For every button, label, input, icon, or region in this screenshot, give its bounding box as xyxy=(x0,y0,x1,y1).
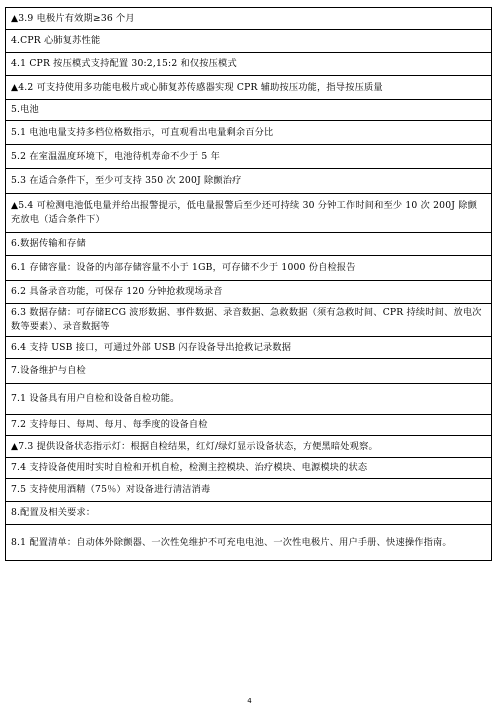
table-row xyxy=(6,30,492,53)
spec-cell: 7.2 支持每日、每周、每月、每季度的设备自检 xyxy=(6,415,492,436)
section-heading: 7.设备维护与自检 xyxy=(6,359,492,384)
table-row xyxy=(6,359,492,384)
table-row xyxy=(6,76,492,100)
table-row xyxy=(6,100,492,121)
table-row xyxy=(6,121,492,145)
table-row xyxy=(6,479,492,502)
table-row xyxy=(6,525,492,561)
table-row xyxy=(6,8,492,30)
spec-cell: 6.1 存储容量：设备的内部存储容量不小于 1GB，可存储不少于 1000 份自检报告 xyxy=(6,256,492,281)
page-number: 4 xyxy=(247,697,252,705)
section-heading: 5.电池 xyxy=(6,100,492,121)
table-row xyxy=(6,415,492,436)
spec-cell: ▲3.9 电极片有效期≥36 个月 xyxy=(6,8,492,30)
table-row xyxy=(6,194,492,233)
section-heading: 4.CPR 心肺复苏性能 xyxy=(6,30,492,53)
spec-cell: 7.1 设备具有用户自检和设备自检功能。 xyxy=(6,384,492,415)
spec-cell: 6.2 具备录音功能，可保存 120 分钟抢救现场录音 xyxy=(6,281,492,304)
table-row xyxy=(6,337,492,359)
spec-cell: 8.1 配置清单：自动体外除颤器、一次性免维护不可充电电池、一次性电极片、用户手册、快速操作指南。 xyxy=(6,525,492,561)
table-row xyxy=(6,169,492,194)
spec-cell: 6.3 数据存储：可存储ECG 波形数据、事件数据、录音数据、急救数据（须有急救时间、CPR 持续时间、放电次数等要素）、录音数据等 xyxy=(6,304,492,337)
spec-cell: ▲4.2 可支持使用多功能电极片或心肺复苏传感器实现 CPR 辅助按压功能，指导按压质量 xyxy=(6,76,492,100)
section-heading: 6.数据传输和存储 xyxy=(6,233,492,256)
spec-cell: 7.5 支持使用酒精（75％）对设备进行清洁消毒 xyxy=(6,479,492,502)
spec-cell: ▲5.4 可检测电池低电量并给出报警提示，低电量报警后至少还可持续 30 分钟工作时间和至少 10 次 200J 除颤充放电（适合条件下） xyxy=(6,194,492,233)
table-row xyxy=(6,233,492,256)
table-row xyxy=(6,281,492,304)
spec-table xyxy=(5,7,492,561)
table-row xyxy=(6,384,492,415)
spec-cell: 5.2 在室温温度环境下，电池待机寿命不少于 5 年 xyxy=(6,145,492,169)
spec-cell: 6.4 支持 USB 接口，可通过外部 USB 闪存设备导出抢救记录数据 xyxy=(6,337,492,359)
spec-cell: 7.4 支持设备使用时实时自检和开机自检，检测主控模块、治疗模块、电源模块的状态 xyxy=(6,458,492,479)
table-row xyxy=(6,145,492,169)
table-row xyxy=(6,502,492,525)
table-row xyxy=(6,436,492,458)
spec-cell: ▲7.3 提供设备状态指示灯：根据自检结果，红灯/绿灯显示设备状态，方便黑暗处观察。 xyxy=(6,436,492,458)
spec-cell: 4.1 CPR 按压模式支持配置 30:2,15:2 和仅按压模式 xyxy=(6,53,492,76)
table-row xyxy=(6,256,492,281)
table-row xyxy=(6,304,492,337)
spec-cell: 5.3 在适合条件下，至少可支持 350 次 200J 除颤治疗 xyxy=(6,169,492,194)
table-row xyxy=(6,458,492,479)
section-heading: 8.配置及相关要求： xyxy=(6,502,492,525)
spec-cell: 5.1 电池电量支持多档位格数指示，可直观看出电量剩余百分比 xyxy=(6,121,492,145)
table-row xyxy=(6,53,492,76)
